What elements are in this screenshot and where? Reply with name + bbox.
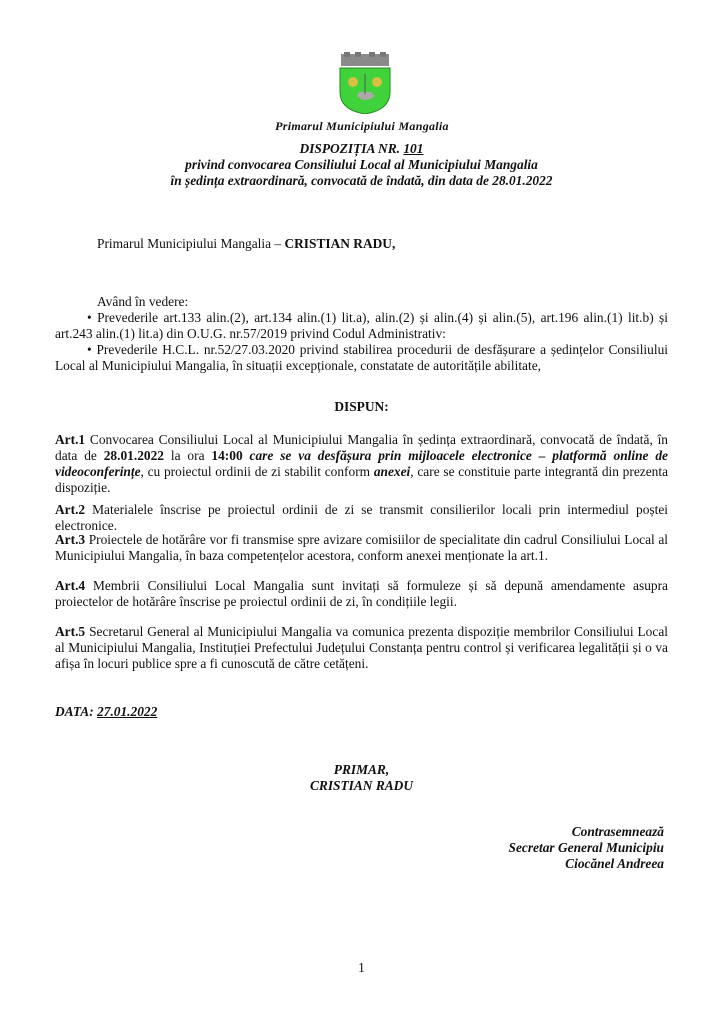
disposition-number: 101	[403, 141, 424, 156]
date-value: 27.01.2022	[97, 704, 158, 719]
bullet-text: Prevederile H.C.L. nr.52/27.03.2020 privind stabilirea procedurii de desfășurare a ședințelor Consiliului Local al Municipiului Mangalia, în situații excepționale, constatate de autoritățile abilitate,	[55, 342, 668, 373]
title-line3: în ședința extraordinară, convocată de îndată, din data de 28.01.2022	[170, 173, 553, 188]
page-number: 1	[358, 960, 365, 975]
article-4	[55, 578, 668, 610]
article-text: , care se constituie parte integrantă din prezenta dispoziție.	[55, 464, 669, 495]
article-label: Art.5	[55, 624, 86, 639]
article-label: Art.1	[55, 432, 86, 447]
countersign-role: Secretar General Municipiu	[508, 840, 664, 855]
article-label: Art.2	[55, 502, 86, 517]
article-text: Secretarul General al Municipiului Mangalia va comunica prezenta dispoziție membrilor Consiliului Local al Municipiului Mangalia, Instituției Prefectului Județului Constanța pentru control și verificarea legalității și o va afișa în locuri publice spre a fi cunoscută de către cetățeni.	[55, 624, 668, 671]
article-2	[55, 502, 668, 534]
logo-caption: Primarul Municipiului Mangalia	[275, 119, 449, 133]
signature-title: PRIMAR,	[333, 762, 390, 777]
dispun-heading: DISPUN:	[334, 399, 389, 414]
article-3	[55, 532, 668, 564]
article-label: Art.3	[55, 532, 86, 547]
date-label: DATA:	[55, 704, 98, 719]
bullet-text: Prevederile art.133 alin.(2), art.134 alin.(1) lit.a), alin.(2) și alin.(4) și alin.(5), art.196 alin.(1) lit.b) și art.243 alin.(1) lit.a) din O.U.G. nr.57/2019 privind Codul Administrativ:	[55, 310, 668, 341]
article-5	[55, 624, 668, 672]
bullet-item: • Prevederile H.C.L. nr.52/27.03.2020 privind stabilirea procedurii de desfășurare a ședințelor Consiliului Local al Municipiului Mangalia, în situații excepționale, constatate de autoritățile abilitate,	[55, 342, 668, 373]
countersign-label: Contrasemnează	[571, 824, 664, 839]
countersignature	[55, 824, 664, 872]
article-text: Materialele înscrise pe proiectul ordinii de zi se transmit consilierilor locali prin intermediul poștei electronice.	[55, 502, 668, 533]
meeting-date: 28.01.2022	[103, 448, 164, 463]
title-line2: privind convocarea Consiliului Local al Municipiului Mangalia	[185, 157, 538, 172]
mayor-signature	[55, 762, 668, 794]
considering-label: Având în vedere:	[97, 294, 189, 309]
article-emphasis: anexei	[373, 464, 411, 479]
intro	[55, 236, 668, 252]
title-prefix: DISPOZIȚIA NR.	[299, 141, 404, 156]
mayor-name: CRISTIAN RADU,	[284, 236, 396, 251]
meeting-time: 14:00	[211, 448, 243, 463]
document-date	[55, 704, 668, 720]
article-text: Proiectele de hotărâre vor fi transmise spre avizare comisiilor de specialitate din cadrul Consiliului Local al Municipiului Mangalia, în baza competențelor acestora, conform anexei menționate la art.1.	[55, 532, 668, 563]
considering-section	[55, 294, 668, 374]
signature-name: CRISTIAN RADU	[309, 778, 414, 793]
article-emphasis: care se va desfășura prin mijloacele electronice – platformă online de videoconferințe	[55, 448, 668, 479]
article-text: , cu proiectul ordinii de zi stabilit conform	[140, 464, 374, 479]
article-text: Membrii Consiliului Local Mangalia sunt invitați să formuleze și să depună amendamente asupra proiectelor de hotărâre înscrise pe proiectul ordinii de zi, în condițiile legii.	[55, 578, 668, 609]
article-text: la ora	[163, 448, 212, 463]
article-label: Art.4	[55, 578, 86, 593]
document-title	[55, 141, 668, 189]
intro-text: Primarul Municipiului Mangalia –	[97, 236, 285, 251]
bullet-item: • Prevederile art.133 alin.(2), art.134 alin.(1) lit.a), alin.(2) și alin.(4) și alin.(5), art.196 alin.(1) lit.b) și art.243 alin.(1) lit.a) din O.U.G. nr.57/2019 privind Codul Administrativ:	[55, 310, 668, 341]
coat-of-arms-logo	[335, 52, 395, 114]
countersign-name: Ciocănel Andreea	[565, 856, 664, 871]
article-text: Convocarea Consiliului Local al Municipiului Mangalia în ședința extraordinară, convocată de îndată, în data de	[55, 432, 668, 463]
article-1	[55, 432, 668, 496]
